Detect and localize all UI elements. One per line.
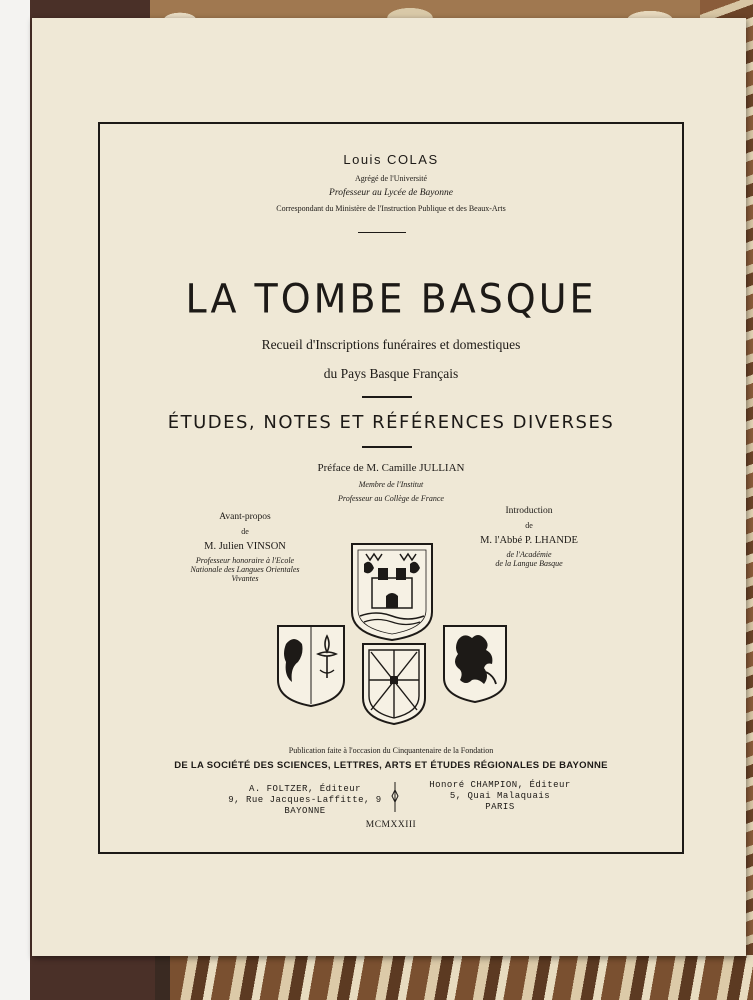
page-title: LA TOMBE BASQUE (185, 275, 597, 323)
publisher-left (220, 784, 390, 817)
preface-credential-1: Membre de l'Institut (358, 480, 424, 489)
introduction-de: de (525, 521, 533, 530)
marbled-endpaper-bottom (170, 955, 753, 1000)
publisher-left-name: A. FOLTZER, Éditeur (248, 784, 362, 794)
publisher-left-address: 9, Rue Jacques-Laffitte, 9 (228, 795, 382, 805)
avant-propos-label: Avant-propos (219, 512, 271, 522)
page-border-frame (98, 122, 684, 854)
publication-year: MCMXXIII (365, 820, 417, 830)
introduction-block (434, 506, 624, 568)
divider-3 (362, 446, 412, 448)
publisher-right-city: PARIS (485, 802, 515, 812)
soule-coat-of-arms-icon (442, 624, 508, 704)
avant-propos-credential-1: Professeur honoraire à l'Ecole (195, 556, 295, 565)
avant-propos-block (140, 512, 350, 583)
divider-1 (358, 232, 406, 233)
publisher-right (410, 780, 590, 813)
introduction-name: M. l'Abbé P. LHANDE (480, 535, 578, 546)
preface-label: Préface de M. Camille JULLIAN (317, 462, 465, 474)
author-name: Louis COLAS (343, 152, 439, 167)
author-credential-1: Agrégé de l'Université (354, 174, 428, 183)
labourd-coat-of-arms-icon (276, 624, 346, 708)
subtitle-line-1: Recueil d'Inscriptions funéraires et domestiques (261, 337, 521, 352)
divider-2 (362, 396, 412, 398)
avant-propos-credential-2: Nationale des Langues Orientales (190, 565, 300, 574)
title-page (32, 18, 746, 956)
preface-credential-2: Professeur au Collège de France (338, 494, 444, 503)
publisher-left-city: BAYONNE (284, 806, 326, 816)
avant-propos-credential-3: Vivantes (231, 574, 259, 583)
introduction-credential-1: de l'Académie (506, 550, 552, 559)
bayonne-coat-of-arms-icon (350, 542, 434, 642)
society-name: DE LA SOCIÉTÉ DES SCIENCES, LETTRES, ARTS ET ÉTUDES RÉGIONALES DE BAYONNE (174, 760, 608, 771)
introduction-label: Introduction (505, 506, 553, 516)
subtitle-line-2: du Pays Basque Français (323, 366, 459, 381)
avant-propos-name: M. Julien VINSON (204, 541, 286, 552)
navarre-coat-of-arms-icon (361, 642, 427, 726)
introduction-credential-2: de la Langue Basque (495, 559, 563, 568)
publisher-right-address: 5, Quai Malaquais (449, 791, 551, 801)
author-credential-2: Professeur au Lycée de Bayonne (329, 188, 453, 198)
publication-note: Publication faite à l'occasion du Cinquantenaire de la Fondation (288, 746, 494, 755)
section-heading: ÉTUDES, NOTES ET RÉFÉRENCES DIVERSES (167, 412, 615, 433)
avant-propos-de: de (241, 527, 249, 536)
publisher-right-name: Honoré CHAMPION, Éditeur (429, 780, 571, 790)
ornament-divider-icon (391, 782, 399, 812)
author-credential-3: Correspondant du Ministère de l'Instruction Publique et des Beaux-Arts (276, 204, 506, 213)
